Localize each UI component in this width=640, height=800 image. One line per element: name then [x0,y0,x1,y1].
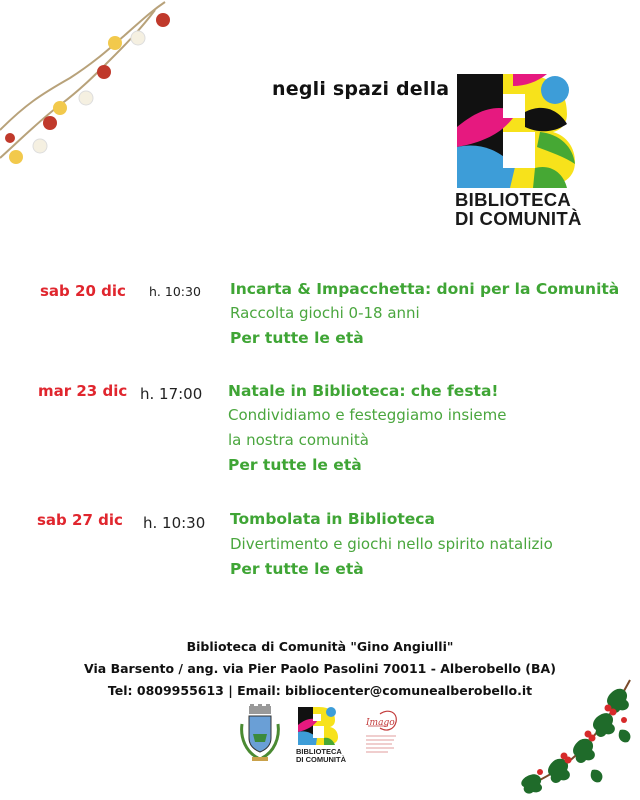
event-title: Natale in Biblioteca: che festa! [228,382,499,400]
event-date: sab 27 dic [37,511,123,529]
footer-library-name: Biblioteca di Comunità "Gino Angiulli" [186,639,454,654]
event-description: Divertimento e giochi nello spirito natalizio [230,535,553,553]
event-time: h. 10:30 [143,514,206,532]
logo-line2: DI COMUNITÀ [455,208,582,229]
footer-address: Via Barsento / ang. via Pier Paolo Pasolini 70011 - Alberobello (BA) [84,661,556,676]
event-date: mar 23 dic [38,382,128,400]
event-time: h. 10:30 [149,284,201,299]
string-lights-icon [0,0,185,175]
event-description: Raccolta giochi 0-18 anni [230,304,420,322]
biblioteca-small-logo-icon [297,706,339,746]
imago-label: Imago [366,718,395,728]
event-age: Per tutte le età [230,329,364,347]
holly-icon [500,660,640,800]
header-intro: negli spazi della [272,78,450,100]
imago-logo-icon [358,706,406,762]
logo-wordmark [455,190,582,228]
municipal-crest-icon [238,704,282,764]
small-logo-line1: BIBLIOTECA [296,747,342,756]
footer-phone-email: Tel: 0809955613 | Email: bibliocenter@comunealberobello.it [107,683,533,698]
event-age: Per tutte le età [228,456,362,474]
logo-line1: BIBLIOTECA [455,189,572,210]
event-time: h. 17:00 [140,385,203,403]
event-date: sab 20 dic [40,282,126,300]
event-description: Condividiamo e festeggiamo insieme [228,406,507,424]
event-title: Incarta & Impacchetta: doni per la Comunità [230,280,620,298]
small-logo-wordmark [296,748,346,764]
event-age: Per tutte le età [230,560,364,578]
event-title: Tombolata in Biblioteca [230,510,435,528]
small-logo-line2: DI COMUNITÀ [296,755,346,764]
biblioteca-logo-icon [455,72,577,190]
event-description: la nostra comunità [228,431,369,449]
